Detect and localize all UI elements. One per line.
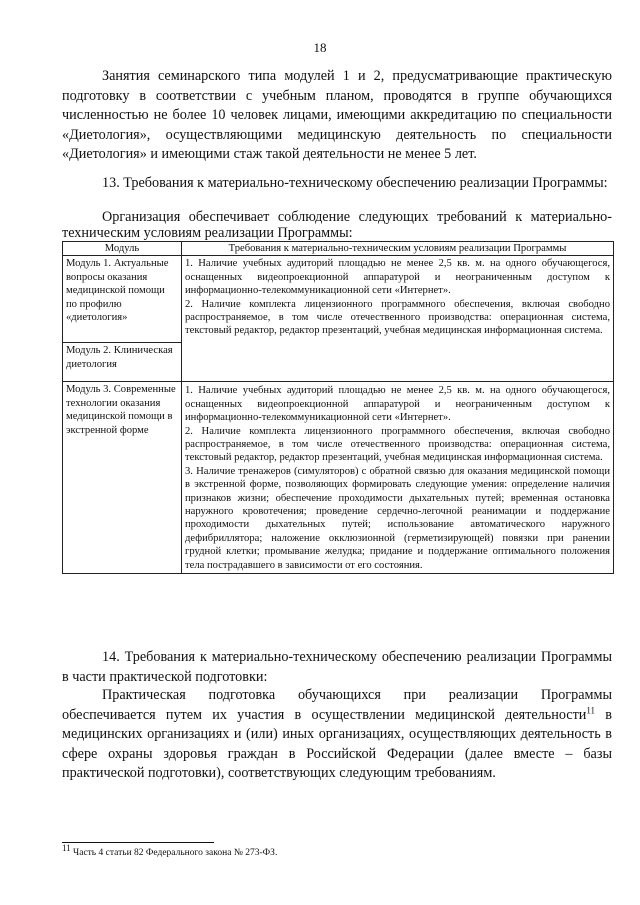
footnote-text: Часть 4 статьи 82 Федерального закона № 273-ФЗ.: [70, 848, 278, 859]
footnote-number: 11: [62, 843, 71, 853]
page-number: 18: [313, 40, 327, 55]
table-header-row: [63, 242, 614, 256]
table-row: [63, 256, 614, 343]
section-14-heading: 14. Требования к материально-техническому обеспечению реализации Программы в части практической подготовки:: [62, 649, 612, 685]
module-3-cell: Модуль 3. Современные технологии оказания медицинской помощи в экстренной форме: [63, 382, 182, 574]
table-row: [63, 382, 614, 574]
header-requirements: Требования к материально-техническим условиям реализации Программы: [182, 242, 614, 256]
header-module: Модуль: [63, 242, 182, 256]
section-14-body-text: Практическая подготовка обучающихся при реализации Программы обеспечивается путем их участия в осуществлении медицинской деятельности: [62, 687, 612, 723]
section-14-body-continuation: в медицинских организациях и (или) иных организациях, осуществляющих деятельность в сфере охраны здоровья граждан в Российской Федерации (далее вместе – базы практической подготовки), соответствующих следующим требованиям.: [62, 706, 612, 781]
intro-paragraph: Занятия семинарского типа модулей 1 и 2, предусматривающие практическую подготовку в соответствии с учебным планом, проводятся в группе обучающихся численностью не более 10 человек лицами, имеющими аккредитацию по специальности «Диетология», осуществляющими медицинскую деятельность по специальности «Диетология» и имеющими стаж такой деятельности не менее 5 лет.: [62, 68, 612, 162]
footnote: [62, 843, 278, 859]
requirements-table: [62, 241, 614, 574]
section-13-lead: Организация обеспечивает соблюдение следующих требований к материально-техническим условиям реализации Программы:: [62, 209, 612, 241]
requirement-item: 2. Наличие комплекта лицензионного программного обеспечения, включая свободно распространяемое, в том числе отечественного производства: операционная система, текстовый редактор, редактор презентаций, учебная медицинская информационная система.: [185, 425, 610, 464]
requirement-item: 3. Наличие тренажеров (симуляторов) с обратной связью для оказания медицинской помощи в экстренной форме, позволяющих формировать следующие умения: определение наличия признаков жизни; обеспечение проходимости дыхательных путей; временная остановка наружного кровотечения; проведение сердечно-легочной реанимации и поддержание проходимости дыхательных путей; использование автоматического наружного дефибриллятора; наложение окклюзионной (герметизирующей) повязки при ранении грудной клетки; промывание желудка; придание и поддержание оптимального положения тела пострадавшего в зависимости от его состояния.: [185, 465, 610, 571]
requirements-cell-module-3: [182, 382, 614, 574]
requirement-item: 1. Наличие учебных аудиторий площадью не менее 2,5 кв. м. на одного обучающегося, оснащенных видеопроекционной аппаратурой и неограниченным доступом к информационно-телекоммуникационной сети «Интернет».: [185, 258, 610, 297]
footnote-reference: 11: [586, 704, 596, 715]
module-1-cell: Модуль 1. Актуальные вопросы оказания медицинской помощи по профилю «диетология»: [63, 256, 182, 343]
requirement-item: 2. Наличие комплекта лицензионного программного обеспечения, включая свободно распространяемое, в том числе отечественного производства: операционная система, текстовый редактор, редактор презентаций, учебная медицинская информационная система.: [185, 298, 610, 337]
module-2-cell: Модуль 2. Клиническая диетология: [63, 343, 182, 382]
requirements-cell-modules-1-2: [182, 256, 614, 382]
section-13-heading: 13. Требования к материально-техническому обеспечению реализации Программы:: [102, 175, 608, 191]
requirement-item: 1. Наличие учебных аудиторий площадью не менее 2,5 кв. м. на одного обучающегося, оснащенных видеопроекционной аппаратурой и неограниченным доступом к информационно-телекоммуникационной сети «Интернет».: [185, 385, 610, 424]
footnote-divider: [62, 842, 214, 843]
section-14-body: [62, 686, 612, 784]
